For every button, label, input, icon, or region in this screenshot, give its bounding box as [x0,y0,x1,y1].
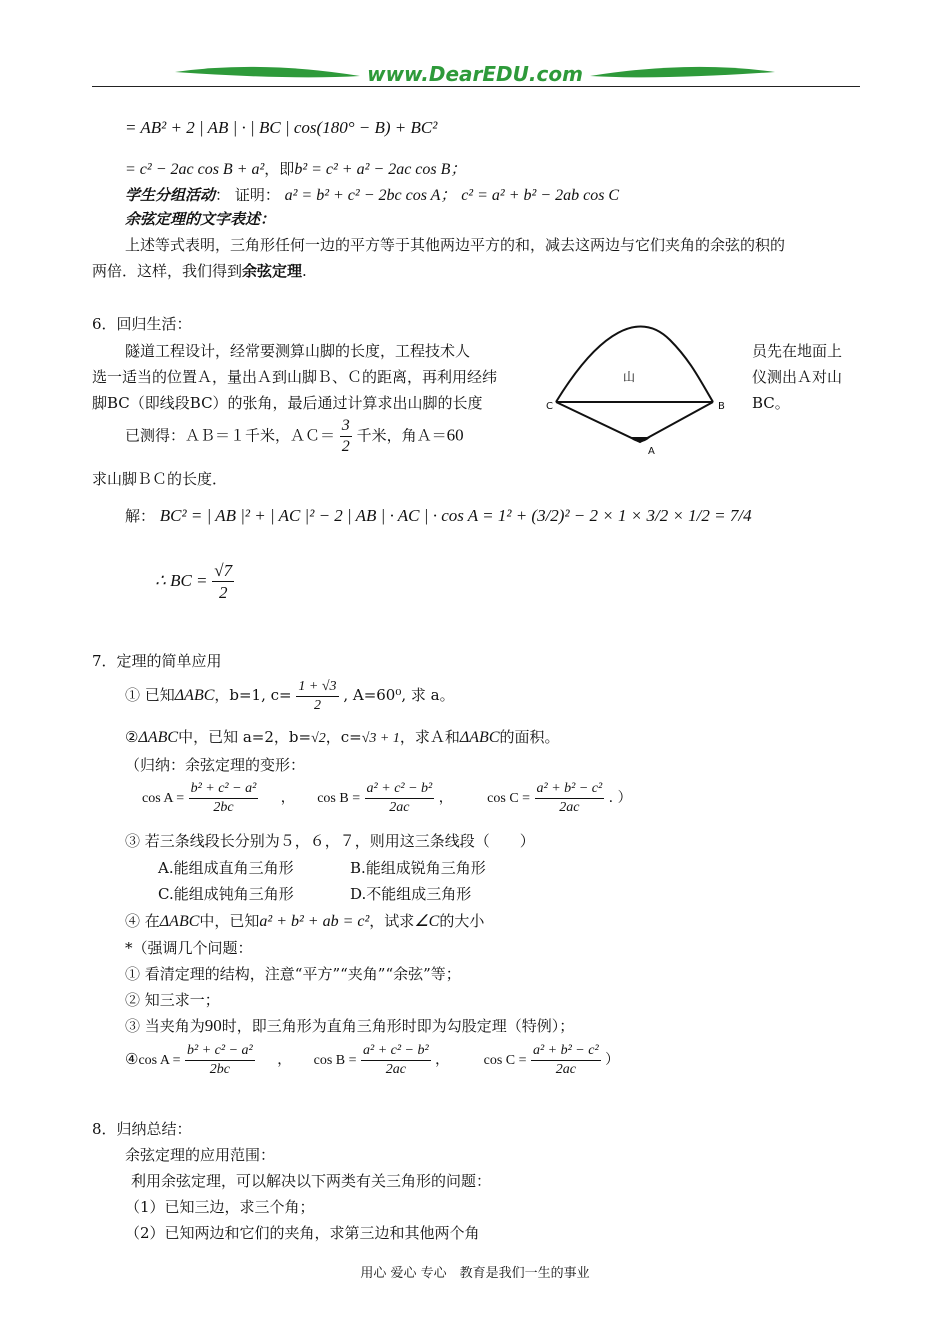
text-statement-heading: 余弦定理的文字表述： [125,210,276,228]
solution-formula: BC² = | AB |² + | AC |² − 2 | AB | · AC | · cos A = 1² + (3/2)² − 2 × 1 × 3/2 × 1/2 = 7/4 [159,506,752,525]
emphasis-4-marker: ④ [125,1050,139,1068]
cos-c-fraction: $\frac{\text{a² + b² − c²}}{2ac}$ [536,781,603,815]
cos-c-label-2: cos C = [483,1053,527,1068]
option-b: B.能组成锐角三角形 [350,859,486,877]
question-1 [125,678,455,714]
angle-value: 60 [446,425,464,445]
emphasis-4: ④cos A = $\frac{\text{b² + c² − a²}}{2bc}$ ， cos B = $\frac{\text{a² + c² − b²}}{2ac}$ ， cos C = $\frac{\text{a² + b² − c²}}{2ac}$ ） [125,1043,620,1077]
proof-formula-2: c² = a² + b² − 2ab cos C [461,187,620,204]
proof-label: 证明： [234,186,280,204]
q1-suffix: , A=60⁰, 求 a。 [343,686,455,704]
induction-end: . ） [608,790,632,806]
emphasis-3c: 时，即三角形为直角三角形时即为勾股定理（特例）； [221,1017,575,1035]
measurement-line [125,416,464,457]
mountain-label: 山 [623,370,636,384]
q4-ask: ，试求 [369,912,415,930]
solution-line [125,505,752,526]
section-8-heading: 8．归纳总结： [92,1120,192,1138]
emphasis-3a: ③ 当夹角为 [125,1017,205,1035]
q2-b-value: √2 [311,731,326,746]
cos-a-fraction: $\frac{\text{b² + c² − a²}}{2bc}$ [190,781,257,815]
measurement-angle-text: 千米，角Ａ＝ [356,426,447,445]
paragraph-line-2 [92,260,307,281]
cos-a-label-2: cos A = [138,1053,181,1068]
q4-suffix: 的大小 [439,912,485,930]
summary-line-2: 利用余弦定理，可以解决以下两类有关三角形的问题： [131,1172,492,1190]
q1-fraction: $\frac{1 + √3}{2}$ [298,679,337,713]
point-b-label: B [718,401,725,412]
header-rule [92,86,860,87]
section-6-heading: 6．回归生活： [92,315,192,333]
option-d: D.不能组成三角形 [350,885,472,903]
emphasis-heading: *（强调几个问题： [125,939,253,957]
q2-c-value: √3 + 1 [361,731,400,746]
question-line: 求山脚ＢＣ的长度． [92,470,228,488]
q2-ask: ，求Ａ和 [399,728,460,746]
q4-prefix: ④ 在 [125,912,160,930]
cos-c-label: cos C = [487,791,531,806]
activity-label: 学生分组活动 [125,186,216,204]
formula-line-1: = AB² + 2 | AB | · | BC | cos(180° − B) + BC² [125,118,438,137]
cos-b-label-2: cos B = [313,1053,357,1068]
q2-c-label: ，c= [325,728,362,746]
point-a-label: A [648,446,655,457]
q4-angle: ∠C [414,913,440,930]
mountain-triangle-figure [540,320,740,460]
point-c-label: C [546,401,553,412]
bc-fraction: $\frac{√7}{2}$ [214,561,233,603]
right-angle-value: 90 [204,1016,222,1035]
ac-fraction: $\frac{3}{2}$ [341,417,350,455]
question-4 [125,910,484,931]
summary-line-4: （2）已知两边和它们的夹角，求第三边和其他两个角 [125,1224,480,1242]
formula-line-2 [125,156,466,179]
cos-a-label: cos A = [142,791,185,806]
paragraph-line-2c: . [302,262,307,280]
q4-given: 中，已知 [199,912,260,930]
q4-equation: a² + b² + ab = c² [259,913,370,930]
emphasis-3 [125,1015,574,1036]
conclusion-line [155,560,234,604]
q1-given: ，b=1, c= [214,686,292,704]
footer-slogan: 用心 爱心 专心 教育是我们一生的事业 [360,1266,590,1281]
option-c: C.能组成钝角三角形 [158,885,294,903]
logo-text: www.DearEDU.com [367,62,583,86]
conclusion-prefix: ∴ BC = [155,570,208,590]
s6-paragraph-3-left: 脚BC（即线段BC）的张角，最后通过计算求出山脚的长度 [92,394,483,412]
q1-triangle: ΔABC [174,687,215,704]
formula-line-2a: = c² − 2ac cos B + a² [125,161,265,178]
paragraph-line-2a: 两倍．这样，我们得到 [92,262,243,280]
formula-line-2c: b² = c² + a² − 2ac cos B； [294,161,467,178]
q2-triangle-2: ΔABC [459,729,500,746]
s6-paragraph-1-right: 员先在地面上 [752,342,843,360]
emphasis-2: ② 知三求一； [125,991,220,1009]
s6-paragraph-2-left: 选一适当的位置Ａ，量出Ａ到山脚Ｂ、Ｃ的距离，再利用经纬 [92,368,498,386]
solution-label: 解： [125,507,156,525]
emphasis-1: ① 看清定理的结构，注意“平方”“夹角”“余弦”等； [125,965,461,983]
activity-colon: ： [215,186,231,204]
s6-paragraph-3-right: BC。 [752,394,790,412]
q2-given-a: 中，已知 a=2，b= [178,728,312,746]
cosine-variants-1: cos A = $\frac{\text{b² + c² − a²}}{2bc}$ ， cos B = $\frac{\text{a² + c² − b²}}{2ac}$ ， cos C = $\frac{\text{a² + b² − c²}}{2ac}$ . ） [142,781,632,815]
formula-line-2b: ，即 [264,160,295,178]
q4-triangle: ΔABC [159,913,200,930]
summary-line-3: （1）已知三边，求三个角； [125,1198,315,1216]
cos-b-label: cos B = [317,791,361,806]
theorem-name: 余弦定理 [242,262,303,280]
s6-paragraph-2-right: 仪测出Ａ对山 [752,368,843,386]
cos-b-fraction: $\frac{\text{a² + c² − b²}}{2ac}$ [366,781,433,815]
section-7-heading: 7．定理的简单应用 [92,652,222,670]
question-3: ③ 若三条线段长分别为５，６，７，则用这三条线段（ ） [125,832,535,850]
cos-b-fraction-2: $\frac{\text{a² + c² − b²}}{2ac}$ [363,1043,429,1077]
emphasis-4-end: ） [605,1052,620,1068]
measurement-prefix: 已测得：ＡＢ＝１千米，ＡＣ＝ [125,426,336,445]
s6-paragraph-1-left: 隧道工程设计，经常要测算山脚的长度，工程技术人 [125,342,471,360]
cos-c-fraction-2: $\frac{\text{a² + b² − c²}}{2ac}$ [532,1043,599,1077]
mountain-diagram [540,320,740,460]
option-a: A.能组成直角三角形 [158,859,294,877]
activity-line [125,182,619,205]
induction-intro: （归纳：余弦定理的变形： [125,756,306,774]
q1-prefix: ① 已知 [125,686,175,704]
proof-formula-1: a² = b² + c² − 2bc cos A； [284,187,457,204]
q2-triangle: ΔABC [138,729,179,746]
q2-prefix: ② [125,728,139,746]
cos-a-fraction-2: $\frac{\text{b² + c² − a²}}{2bc}$ [187,1043,253,1077]
paragraph-line-1: 上述等式表明，三角形任何一边的平方等于其他两边平方的和，减去这两边与它们夹角的余弦的积的 [125,236,786,254]
question-2 [125,726,560,747]
q2-suffix: 的面积。 [499,728,560,746]
summary-line-1: 余弦定理的应用范围： [125,1146,276,1164]
